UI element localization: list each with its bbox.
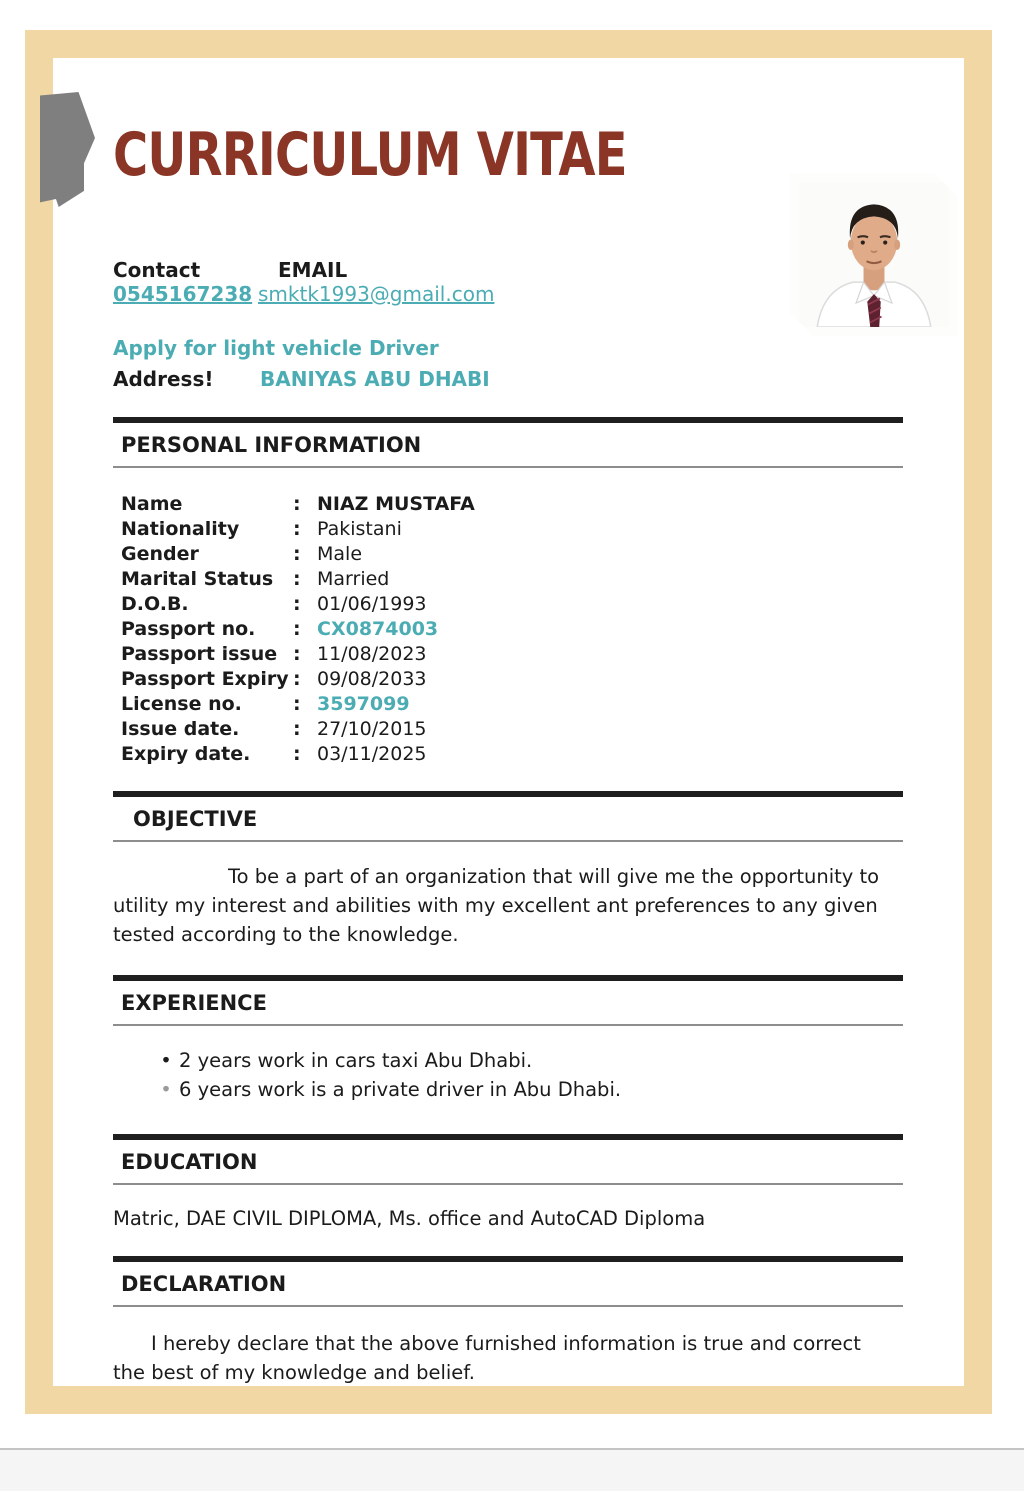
section-underline [113,1305,903,1307]
education-text: Matric, DAE CIVIL DIPLOMA, Ms. office and AutoCAD Diploma [113,1207,706,1230]
document-page [25,30,992,1414]
experience-list [113,1046,903,1104]
address-value: BANIYAS ABU DHABI [259,367,490,391]
field-label: Nationality [121,518,240,540]
section-heading: OBJECTIVE [133,807,258,831]
personal-fields [121,492,903,767]
field-label: Gender [121,543,199,565]
field-colon: : [293,718,301,740]
experience-item-text: 6 years work is a private driver in Abu Dhabi. [179,1078,622,1101]
field-value: 03/11/2025 [317,743,427,765]
field-row-passport-issue [121,642,903,667]
field-label: Name [121,493,183,515]
document-content [53,58,903,1387]
phone-link[interactable]: 0545167238 [113,282,253,306]
bullet-icon: • [160,1078,172,1101]
field-label: Marital Status [121,568,274,590]
section-personal-information [113,417,903,468]
field-colon: : [293,543,301,565]
field-colon: : [293,493,301,515]
field-label: D.O.B. [121,593,189,615]
field-row-passport-no [121,617,903,642]
section-underline [113,840,903,842]
field-colon: : [293,693,301,715]
field-row-name [121,492,903,517]
field-label: Passport no. [121,618,256,640]
page-title: CURRICULUM VITAE [113,120,627,190]
field-value: CX0874003 [317,618,439,640]
field-row-passport-expiry [121,667,903,692]
field-colon: : [293,743,301,765]
field-colon: : [293,618,301,640]
section-education [113,1134,903,1185]
field-value: Male [317,543,363,565]
contact-label: Contact [113,258,201,282]
list-item [113,1075,903,1104]
section-heading: DECLARATION [121,1272,287,1296]
bullet-icon: • [160,1049,172,1072]
field-row-nationality [121,517,903,542]
field-row-dob [121,592,903,617]
section-heading: EDUCATION [121,1150,258,1174]
email-link[interactable]: smktk1993@gmail.com [258,282,495,306]
field-row-issue-date [121,717,903,742]
viewer-footer-strip [0,1448,1024,1491]
address-line [113,367,903,391]
section-declaration [113,1256,903,1307]
field-colon: : [293,518,301,540]
field-value: Pakistani [317,518,402,540]
list-item [113,1046,903,1075]
objective-text: To be a part of an organization that will give me the opportunity to utility my interest and abilities with my excellent ant preferences to any given tested according to the knowledge. [113,865,880,946]
field-value: 3597099 [317,693,410,715]
section-heading: EXPERIENCE [121,991,267,1015]
section-underline [113,466,903,468]
field-row-expiry-date [121,742,903,767]
experience-item-text: 2 years work in cars taxi Abu Dhabi. [179,1049,533,1072]
apply-position-line: Apply for light vehicle Driver [113,336,439,360]
field-value: NIAZ MUSTAFA [317,493,475,515]
field-colon: : [293,593,301,615]
field-row-gender [121,542,903,567]
field-value: 27/10/2015 [317,718,427,740]
declaration-text: I hereby declare that the above furnished information is true and correct the best of my knowledge and belief. [113,1332,861,1384]
field-colon: : [293,568,301,590]
section-objective [113,791,903,842]
field-value: 11/08/2023 [317,643,427,665]
section-experience [113,975,903,1026]
field-label: Passport issue [121,643,278,665]
field-value: 09/08/2033 [317,668,427,690]
section-heading: PERSONAL INFORMATION [121,433,422,457]
field-colon: : [293,668,301,690]
field-label: Expiry date. [121,743,251,765]
contact-block [113,258,903,306]
field-value: Married [317,568,390,590]
field-colon: : [293,643,301,665]
email-label: EMAIL [278,258,348,282]
section-underline [113,1024,903,1026]
field-label: License no. [121,693,242,715]
section-underline [113,1183,903,1185]
field-value: 01/06/1993 [317,593,427,615]
field-label: Issue date. [121,718,240,740]
field-row-license-no [121,692,903,717]
field-row-marital-status [121,567,903,592]
field-label: Passport Expiry [121,668,289,690]
address-label: Address! [113,367,214,391]
